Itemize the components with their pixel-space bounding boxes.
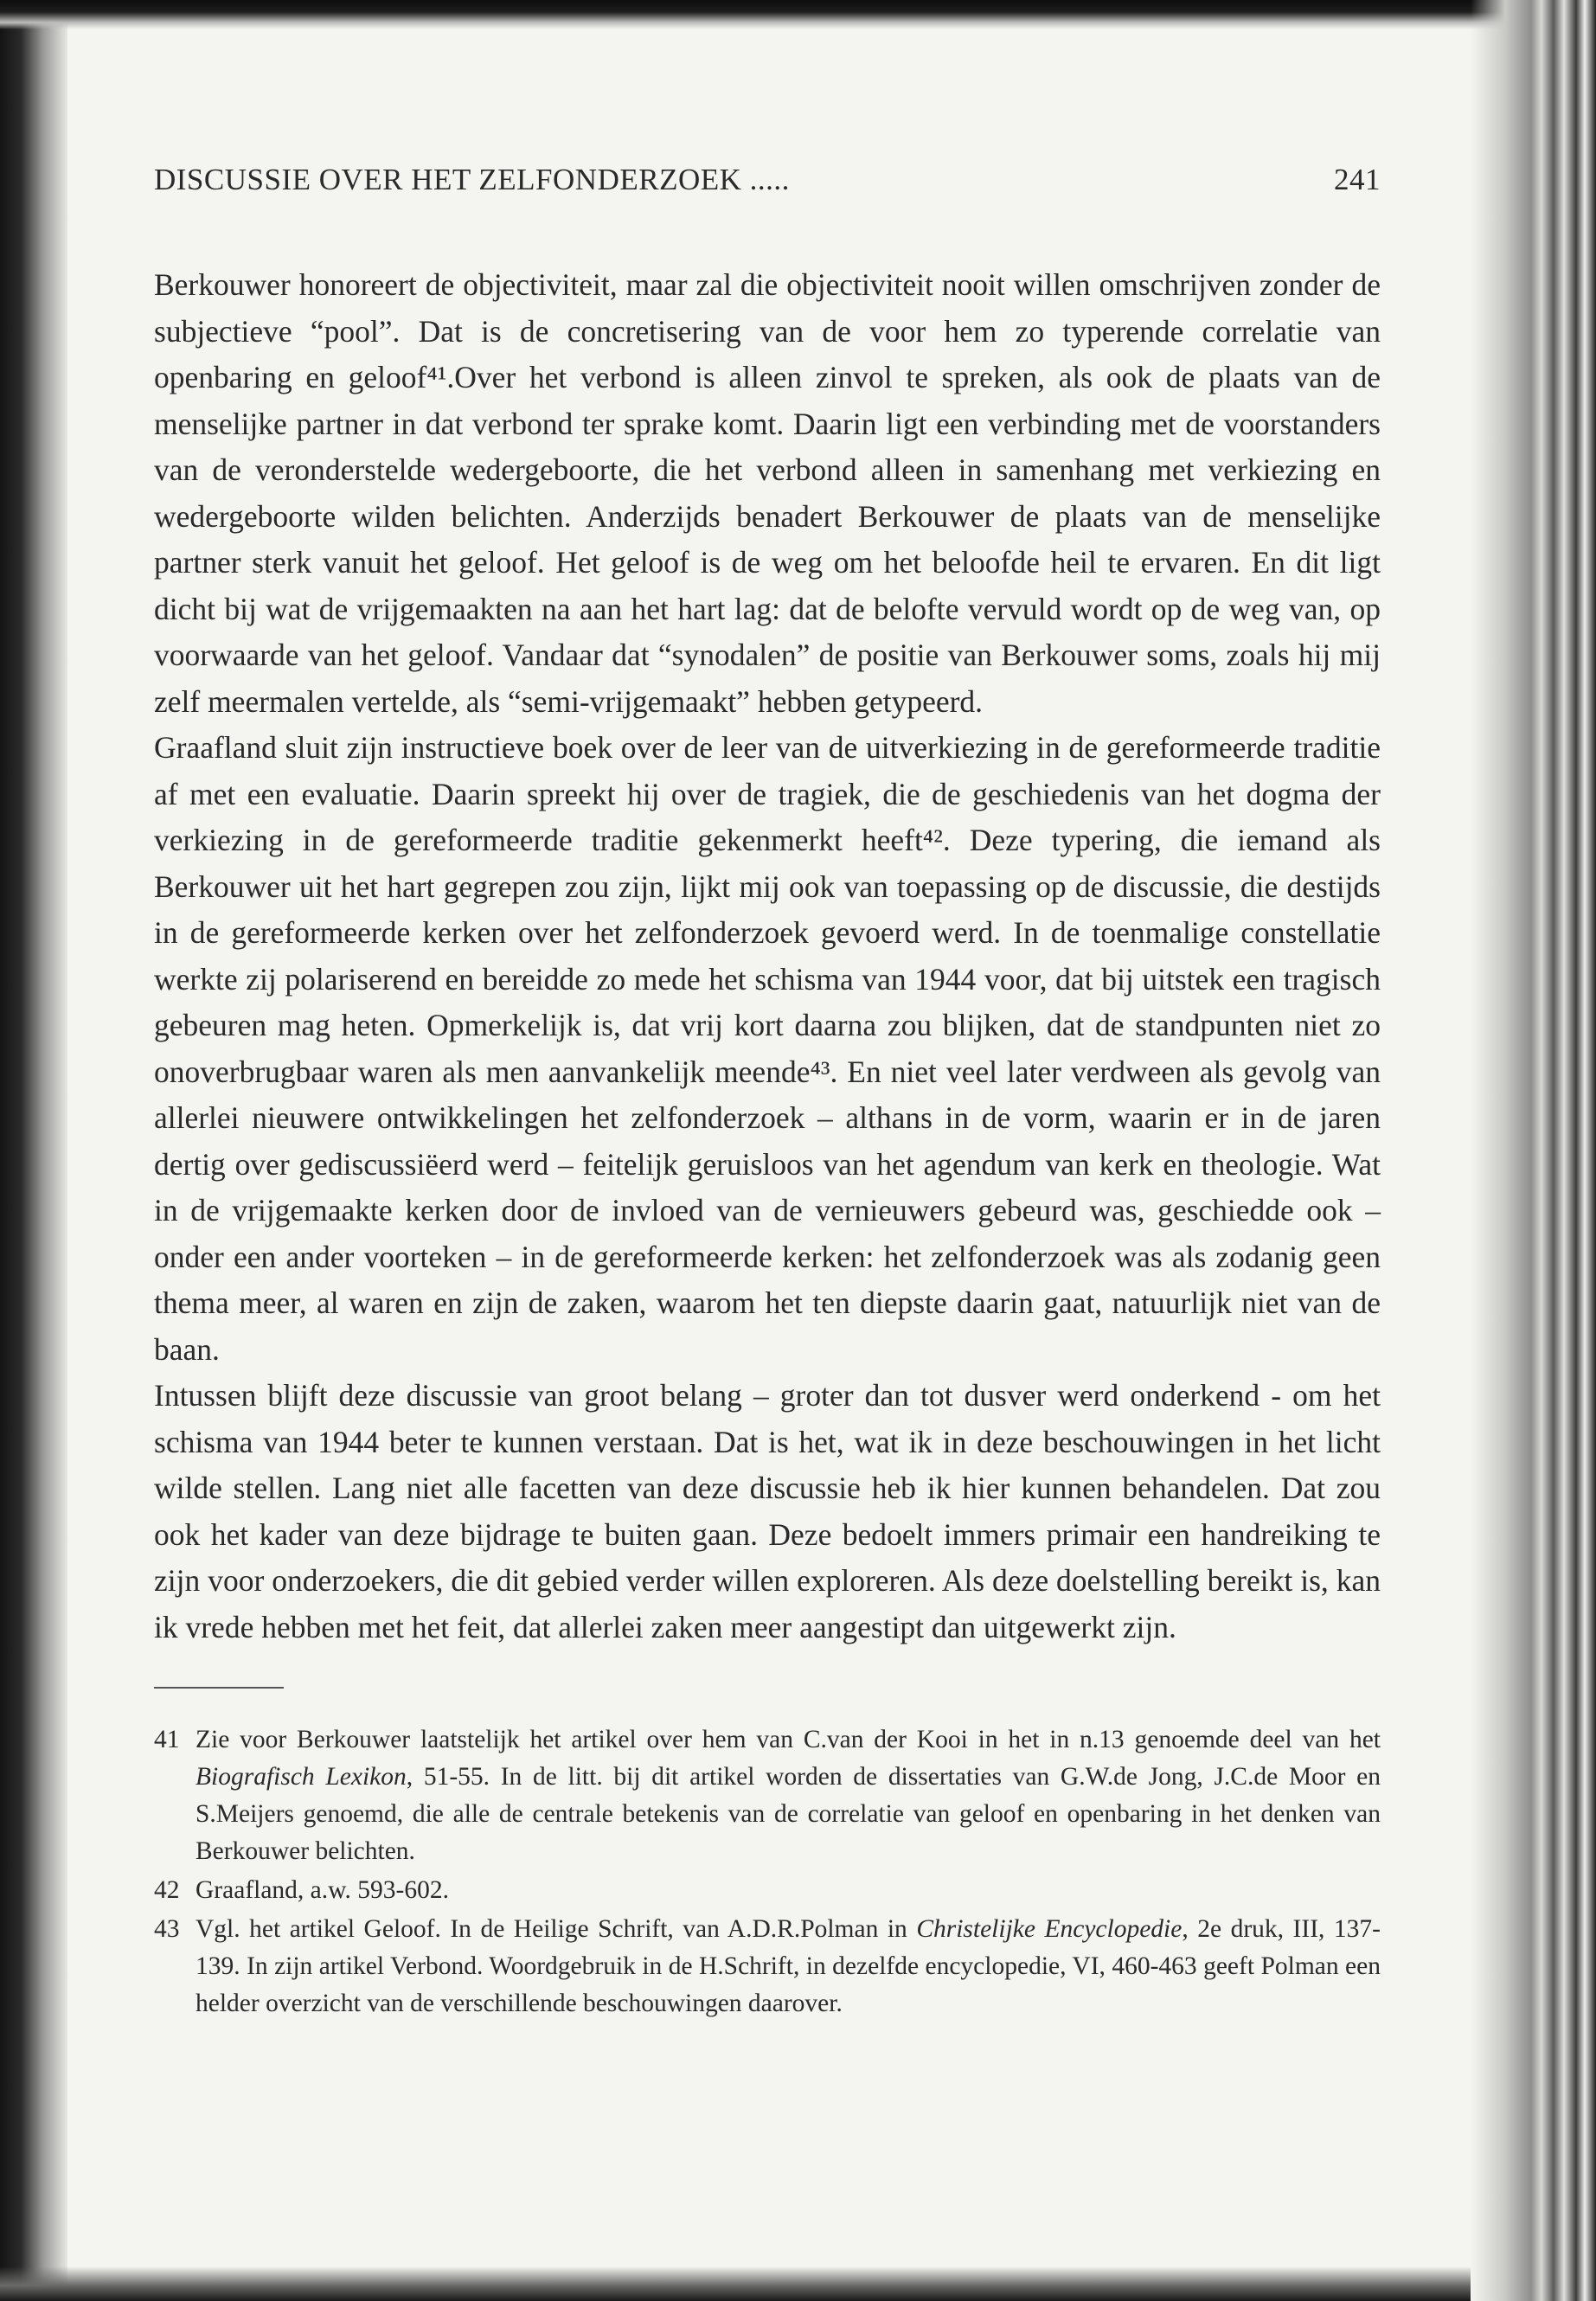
footnote-text [195,1911,1381,2022]
paragraph-2: Graafland sluit zijn instructieve boek over de leer van de uitverkiezing in de gereformeerde traditie af met een evaluatie. Daarin spreekt hij over de tragiek, die de geschiedenis van het dogma der verkiezing in de gereformeerde traditie gekenmerkt heeft⁴². Deze typering, die iemand als Berkouwer uit het hart gegrepen zou zijn, lijkt mij ook van toepassing op de discussie, die destijds in de gereformeerde kerken over het zelfonderzoek gevoerd werd. In de toenmalige constellatie werkte zij polariserend en bereidde zo mede het schisma van 1944 voor, dat bij uitstek een tragisch gebeuren mag heten. Opmerkelijk is, dat vrij kort daarna zou blijken, dat de standpunten niet zo onoverbrugbaar waren als men aanvankelijk meende⁴³. En niet veel later verdween als gevolg van allerlei nieuwere ontwikkelingen het zelfonderzoek – althans in de vorm, waarin er in de jaren dertig over gediscussiëerd werd – feitelijk geruisloos van het agendum van kerk en theologie. Wat in de vrijgemaakte kerken door de invloed van de vernieuwers gebeurd was, geschiedde ook – onder een ander voorteken – in de gereformeerde kerken: het zelfonderzoek was als zodanig geen thema meer, al waren en zijn de zaken, waarom het ten diepste daarin gaat, natuurlijk niet van de baan. [154,730,1381,1367]
paragraph-1: Berkouwer honoreert de objectiviteit, maar zal die objectiviteit nooit willen omschrijven zonder de subjectieve “pool”. Dat is de concretisering van de voor hem zo typerende correlatie van openbaring en geloof⁴¹.Over het verbond is alleen zinvol te spreken, als ook de plaats van de menselijke partner in dat verbond ter sprake komt. Daarin ligt een verbinding met de voorstanders van de veronderstelde wedergeboorte, die het verbond alleen in samenhang met verkiezing en wedergeboorte wilden belichten. Anderzijds benadert Berkouwer de plaats van de menselijke partner sterk vanuit het geloof. Het geloof is de weg om het beloofde heil te ervaren. En dit ligt dicht bij wat de vrijgemaakten na aan het hart lag: dat de belofte vervuld wordt op de weg van, op voorwaarde van het geloof. Vandaar dat “synodalen” de positie van Berkouwer soms, zoals hij mij zelf meermalen vertelde, als “semi-vrijgemaakt” hebben getypeerd. [154,267,1381,719]
footnote-42 [154,1872,1381,1909]
footnote-text-part: Vgl. het artikel Geloof. In de Heilige Schrift, van A.D.R.Polman in [195,1915,917,1943]
footnote-text [195,1872,1381,1909]
footnote-number: 41 [154,1726,180,1753]
running-head-title: DISCUSSIE OVER HET ZELFONDERZOEK ..... [154,163,790,196]
footnote-divider [154,1687,284,1689]
footnote-italic-title: Biografisch Lexikon [195,1763,407,1791]
footnote-41 [154,1721,1381,1870]
footnote-text-part: , 51-55. In de litt. bij dit artikel worden de dissertaties van G.W.de Jong, J.C.de Moor en S.Meijers genoemd, die alle de centrale betekenis van de correlatie van geloof en openbaring in het denken van Berkouwer belichten. [195,1763,1381,1865]
book-page [154,163,1381,2024]
scan-edge-right [1471,0,1596,2301]
footnote-text [195,1721,1381,1870]
scan-edge-left [0,0,67,2301]
footnotes [154,1721,1381,2022]
footnote-number: 42 [154,1876,180,1904]
footnote-text-part: Graafland, a.w. 593-602. [195,1876,449,1904]
running-head [154,163,1381,215]
footnote-text-part: Zie voor Berkouwer laatstelijk het artikel over hem van C.van der Kooi in het in n.13 genoemde deel van het [195,1726,1381,1753]
page-number: 241 [1334,163,1381,196]
body-text [154,262,1381,1650]
paragraph-3: Intussen blijft deze discussie van groot belang – groter dan tot dusver werd onderkend - om het schisma van 1944 beter te kunnen verstaan. Dat is het, wat ik in deze beschouwingen in het licht wilde stellen. Lang niet alle facetten van deze discussie heb ik hier kunnen behandelen. Dat zou ook het kader van deze bijdrage te buiten gaan. Deze bedoelt immers primair een handreiking te zijn voor onderzoekers, die dit gebied verder willen exploreren. Als deze doelstelling bereikt is, kan ik vrede hebben met het feit, dat allerlei zaken meer aangestipt dan uitgewerkt zijn. [154,1378,1381,1644]
footnote-number: 43 [154,1915,180,1943]
footnote-text-part: , 2e druk, III, 137-139. In zijn artikel Verbond. Woordgebruik in de H.Schrift, in dezelfde encyclopedie, VI, 460-463 geeft Polman een helder overzicht van de verschillende beschouwingen daarover. [195,1915,1381,2017]
footnote-43 [154,1911,1381,2022]
scan-edge-top [0,0,1596,29]
scan-edge-bottom [0,2266,1471,2301]
footnote-italic-title: Christelijke Encyclopedie [916,1915,1183,1943]
